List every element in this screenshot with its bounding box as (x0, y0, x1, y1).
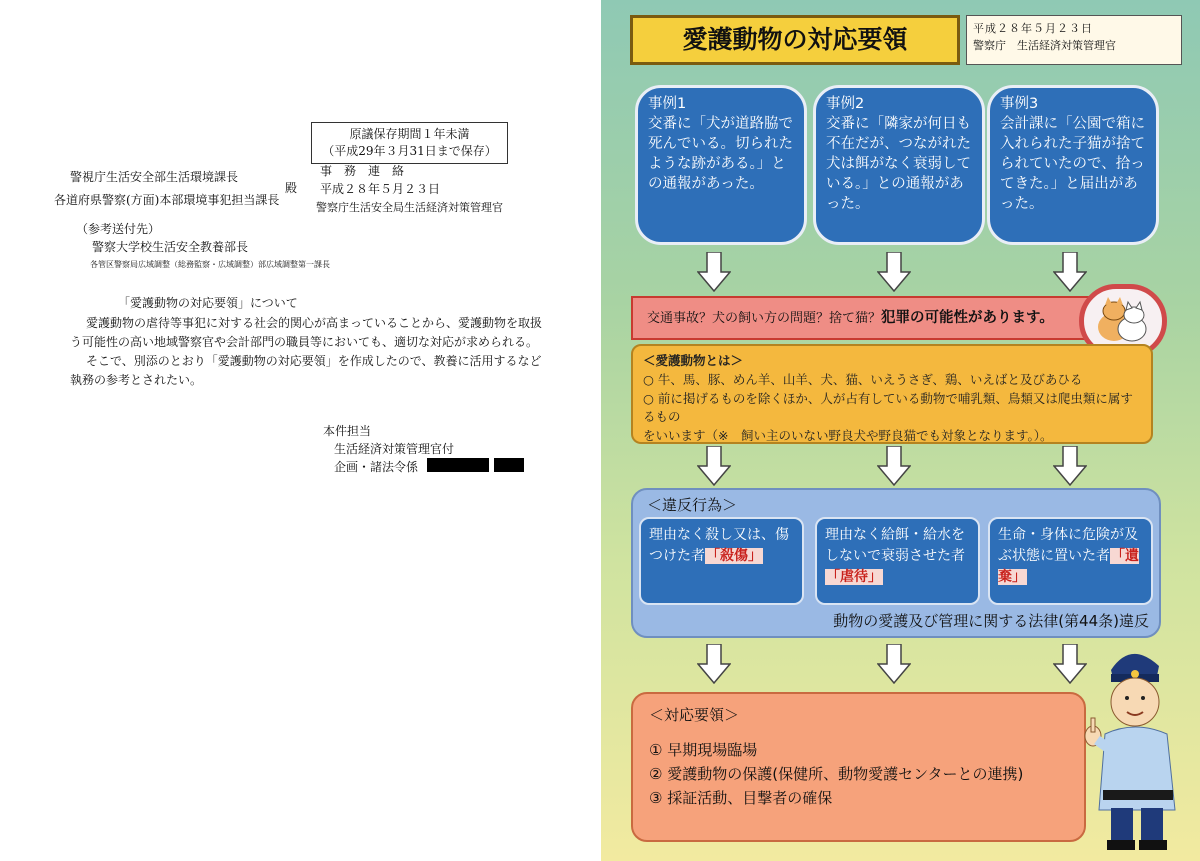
contact-person: 企画・諸法令係 (334, 460, 419, 474)
violation-law: 動物の愛護及び管理に関する法律(第44条)違反 (833, 612, 1149, 630)
item-text: 採証活動、目撃者の確保 (667, 789, 833, 807)
addressee-line2: 各道府県警察(方面)本部環境事犯担当課長 (54, 193, 280, 207)
doc-type: 事 務 連 絡 (320, 164, 405, 178)
violation-card-1 (639, 517, 804, 605)
down-arrow-icon (877, 446, 911, 486)
possibility-prefix: 交通事故？犬の飼い方の問題？捨て猫？ (647, 311, 882, 326)
response-header: ＜対応要領＞ (649, 706, 740, 724)
response-item-2 (649, 762, 1023, 786)
contact-office: 生活経済対策管理官付 (334, 442, 455, 456)
violation-text: 理由なく殺し又は、傷つけた者 (649, 527, 789, 564)
poster-title: 愛護動物の対応要領 (630, 15, 960, 65)
poster-date: 平成２８年５月２３日 (973, 22, 1093, 35)
reference-header: （参考送付先） (76, 222, 161, 236)
item-number: ① (649, 741, 663, 759)
crime-possibility-banner (631, 296, 1093, 340)
case-title: 事例1 (648, 96, 687, 112)
memo-subject: 「愛護動物の対応要領」について (118, 296, 298, 310)
response-box (631, 692, 1086, 842)
definition-footer: をいいます（※ 飼い主のいない野良犬や野良猫でも対象となります。）。 (643, 428, 1053, 443)
redaction-bar (494, 458, 524, 472)
police-officer-illustration (1071, 640, 1189, 850)
violation-text: 理由なく給餌・給水をしないで衰弱させた者 (825, 527, 965, 564)
reference-line2: 各管区警察局広域調整（総務監察・広域調整）部広域調整第一課長 (90, 260, 330, 269)
case-card-3 (987, 85, 1159, 245)
definition-box (631, 344, 1153, 444)
item-number: ③ (649, 789, 663, 807)
retention-line1: 原議保存期間１年未満 (349, 127, 470, 141)
down-arrow-icon (697, 644, 731, 684)
case-text: 会計課に「公園で箱に入れられた子猫が捨てられていたので、拾ってきた。」と届出があった。 (1000, 116, 1145, 212)
item-number: ② (649, 765, 663, 783)
memo-page (0, 0, 590, 861)
violation-tag: 「遺棄」 (998, 548, 1139, 585)
response-item-1 (649, 738, 1023, 762)
response-item-3 (649, 786, 1023, 810)
violation-tag: 「殺傷」 (706, 548, 762, 564)
violation-tag: 「虐待」 (826, 569, 882, 585)
definition-item: ○ 前に掲げるものを除くほか、人が占有している動物で哺乳類、鳥類又は爬虫類に属するもの (643, 390, 1133, 425)
possibility-strong: 犯罪の可能性があります。 (881, 310, 1054, 326)
case-text: 交番に「隣家が何日も不在だが、つながれた犬は餌がなく衰弱している。」との通報があった。 (826, 116, 971, 212)
honorific: 殿 (285, 181, 298, 195)
poster (601, 0, 1200, 861)
memo-body-paragraph2: そこで、別添のとおり「愛護動物の対応要領」を作成したので、教養に活用するなど執務の参考とされたい。 (70, 354, 542, 388)
reference-line1: 警察大学校生活安全教養部長 (92, 240, 249, 254)
item-text: 早期現場臨場 (667, 741, 758, 759)
memo-date: 平成２８年５月２３日 (320, 182, 441, 196)
case-card-1 (635, 85, 807, 245)
down-arrow-icon (697, 252, 731, 292)
response-list (649, 738, 1023, 810)
case-title: 事例2 (826, 96, 865, 112)
violation-card-2 (815, 517, 980, 605)
definition-item: ○ 牛、馬、豚、めん羊、山羊、犬、猫、いえうさぎ、鶏、いえばと及びあひる (643, 371, 1083, 387)
case-title: 事例3 (1000, 96, 1039, 112)
item-text: 愛護動物の保護(保健所、動物愛護センターとの連携) (667, 765, 1024, 783)
memo-body-paragraph1: 愛護動物の虐待等事犯に対する社会的関心が高まっていることから、愛護動物を取扱う可能性の高い地域警察官や会計部門の職員等においても、適切な対応が求められる。 (70, 316, 543, 350)
down-arrow-icon (877, 252, 911, 292)
down-arrow-icon (877, 644, 911, 684)
case-card-2 (813, 85, 985, 245)
down-arrow-icon (1053, 252, 1087, 292)
retention-box (311, 122, 508, 164)
down-arrow-icon (697, 446, 731, 486)
addressee-line1: 警視庁生活安全部生活環境課長 (70, 170, 239, 184)
case-text: 交番に「犬が道路脇で死んでいる。切られたような跡がある。」との通報があった。 (648, 116, 793, 192)
down-arrow-icon (1053, 446, 1087, 486)
violation-card-3 (988, 517, 1153, 605)
poster-issuer: 警察庁 生活経済対策管理官 (973, 39, 1116, 53)
redaction-bar (427, 458, 489, 472)
definition-header: ＜愛護動物とは＞ (643, 353, 744, 368)
retention-line2: （平成29年３月31日まで保存） (322, 144, 497, 159)
violation-text: 生命・身体に危険が及ぶ状態に置いた者 (998, 527, 1138, 564)
poster-date-box (966, 15, 1182, 65)
contact-header: 本件担当 (323, 424, 372, 438)
violations-box (631, 488, 1161, 638)
violations-header: ＜違反行為＞ (647, 496, 738, 514)
memo-sender: 警察庁生活安全局生活経済対策管理官 (316, 201, 503, 214)
